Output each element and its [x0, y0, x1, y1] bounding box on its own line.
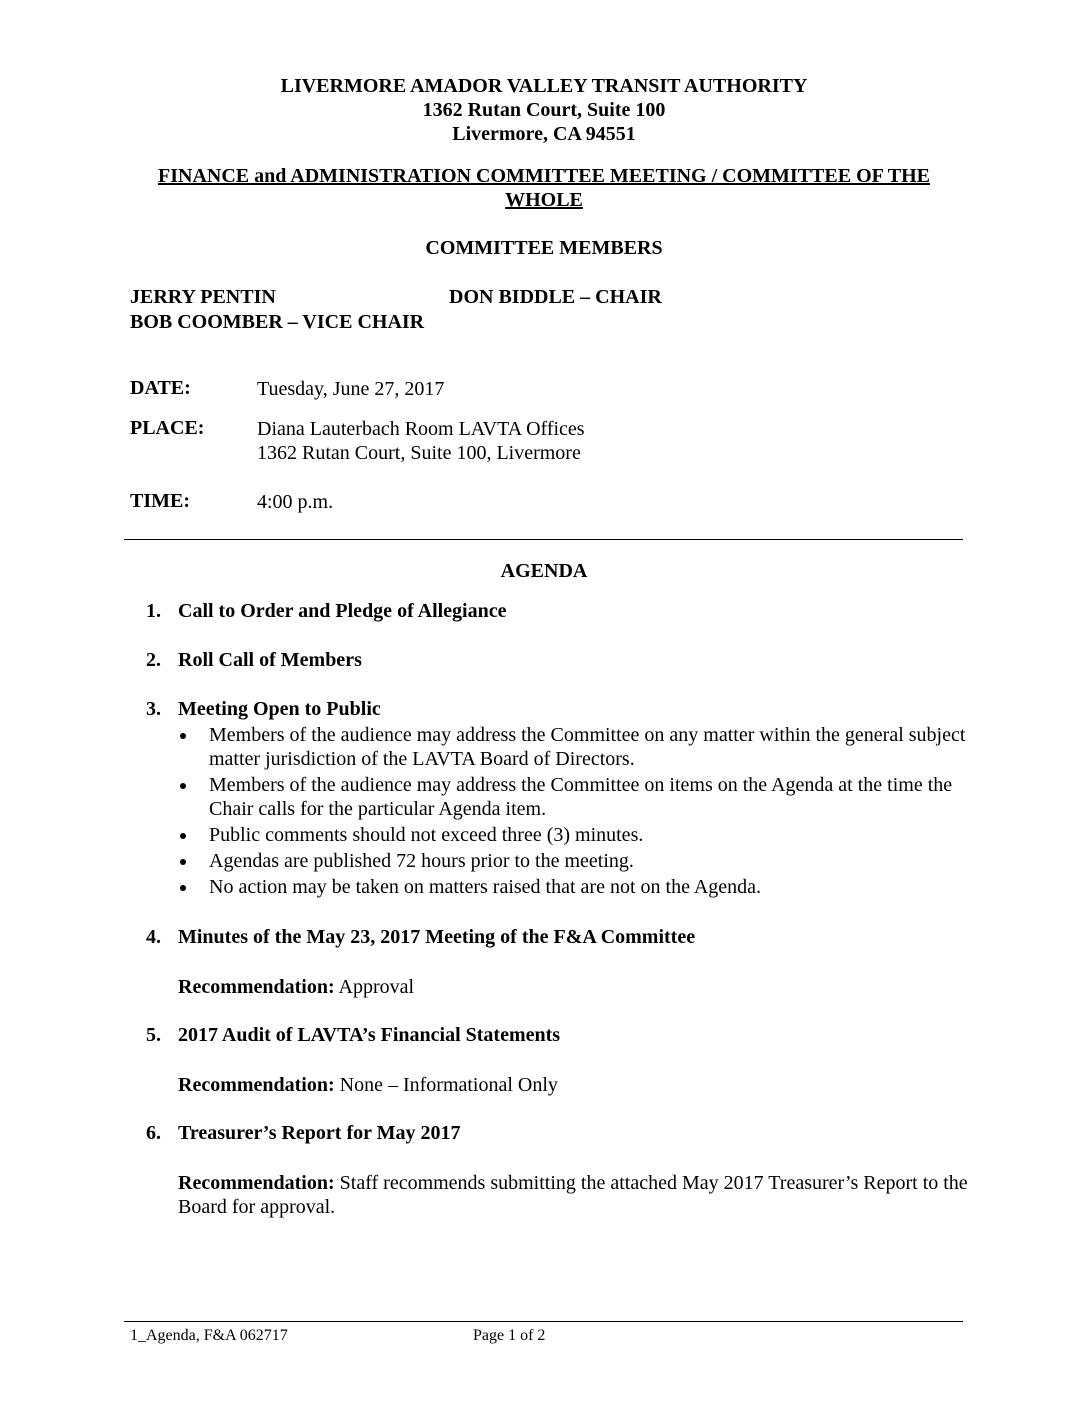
list-item: No action may be taken on matters raised that are not on the Agenda. — [178, 875, 978, 899]
place-line-2: 1362 Rutan Court, Suite 100, Livermore — [257, 442, 581, 464]
list-item: Members of the audience may address the Committee on items on the Agenda at the time the Chair calls for the particular Agenda item. — [178, 773, 978, 821]
section-divider — [124, 539, 963, 540]
bullet-icon — [180, 733, 186, 739]
meeting-title: FINANCE and ADMINISTRATION COMMITTEE MEETING / COMMITTEE OF THE WHOLE — [158, 165, 930, 211]
time-value: 4:00 p.m. — [257, 491, 334, 513]
agenda-item-audit: 2017 Audit of LAVTA’s Financial Statements — [178, 1024, 561, 1046]
footer-doc-id: 1_Agenda, F&A 062717 — [130, 1327, 288, 1344]
member-bob-coomber: BOB COOMBER – VICE CHAIR — [130, 311, 425, 333]
place-line-1: Diana Lauterbach Room LAVTA Offices — [257, 418, 585, 440]
agenda-item-number: 3. — [146, 698, 161, 720]
recommendation-label: Recommendation: — [178, 1074, 335, 1096]
recommendation-item-6 — [178, 1171, 978, 1219]
recommendation-label: Recommendation: — [178, 976, 335, 998]
agenda-item-number: 1. — [146, 600, 161, 622]
place-value — [257, 417, 585, 465]
agenda-item-treasurer-report: Treasurer’s Report for May 2017 — [178, 1122, 461, 1144]
organization-address: 1362 Rutan Court, Suite 100 — [422, 99, 666, 121]
agenda-item-number: 4. — [146, 926, 161, 948]
public-comment-list — [178, 723, 978, 901]
agenda-item-meeting-open: Meeting Open to Public — [178, 698, 381, 720]
committee-members-heading: COMMITTEE MEMBERS — [425, 237, 663, 259]
bullet-icon — [180, 783, 186, 789]
bullet-icon — [180, 885, 186, 891]
place-label: PLACE: — [130, 417, 205, 439]
document-header — [0, 74, 1088, 146]
date-value: Tuesday, June 27, 2017 — [257, 378, 445, 400]
list-item: Members of the audience may address the Committee on any matter within the general subject matter jurisdiction of the LAVTA Board of Directors. — [178, 723, 978, 771]
agenda-item-number: 6. — [146, 1122, 161, 1144]
recommendation-label: Recommendation: — [178, 1172, 335, 1194]
agenda-heading: AGENDA — [500, 560, 588, 582]
footer-divider — [124, 1321, 963, 1322]
agenda-item-number: 2. — [146, 649, 161, 671]
recommendation-text: Staff recommends submitting the attached May 2017 Treasurer’s Report to the Board for approval. — [178, 1172, 968, 1218]
agenda-item-call-to-order: Call to Order and Pledge of Allegiance — [178, 600, 507, 622]
list-item: Public comments should not exceed three (3) minutes. — [178, 823, 978, 847]
date-label: DATE: — [130, 377, 191, 399]
recommendation-text: Approval — [338, 976, 415, 998]
footer-page-number: Page 1 of 2 — [473, 1327, 546, 1344]
member-jerry-pentin: JERRY PENTIN — [130, 286, 276, 308]
agenda-item-minutes: Minutes of the May 23, 2017 Meeting of the F&A Committee — [178, 926, 696, 948]
list-item: Agendas are published 72 hours prior to the meeting. — [178, 849, 978, 873]
agenda-item-roll-call: Roll Call of Members — [178, 649, 362, 671]
bullet-icon — [180, 833, 186, 839]
organization-city: Livermore, CA 94551 — [452, 123, 636, 145]
organization-name: LIVERMORE AMADOR VALLEY TRANSIT AUTHORITY — [280, 75, 808, 97]
time-label: TIME: — [130, 490, 190, 512]
recommendation-item-4 — [178, 975, 978, 999]
bullet-icon — [180, 859, 186, 865]
member-don-biddle: DON BIDDLE – CHAIR — [449, 286, 662, 308]
recommendation-item-5 — [178, 1073, 978, 1097]
agenda-item-number: 5. — [146, 1024, 161, 1046]
recommendation-text: None – Informational Only — [339, 1074, 558, 1096]
